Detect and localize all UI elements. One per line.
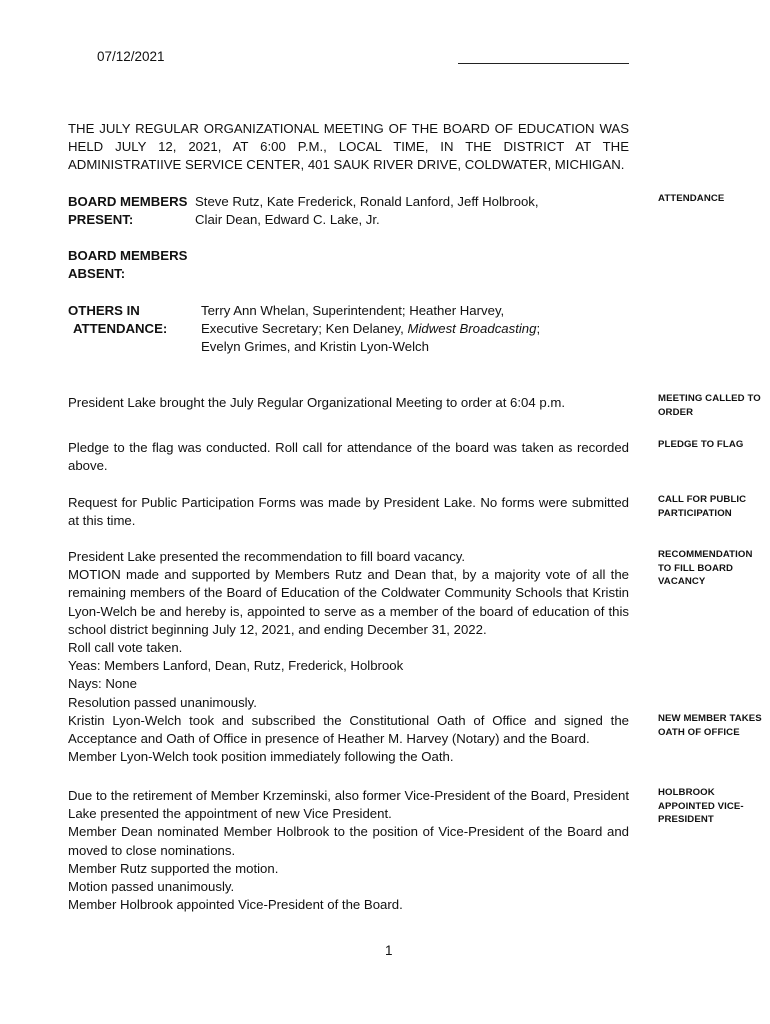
margin-note-vice-president: HOLBROOK APPOINTED VICE-PRESIDENT bbox=[658, 787, 744, 826]
absent-label-line-2: ABSENT: bbox=[68, 266, 126, 281]
margin-note-vacancy: RECOMMENDATION TO FILL BOARD VACANCY bbox=[658, 549, 753, 588]
public-participation-text: Request for Public Participation Forms was made by President Lake. No forms were submitted at this time. bbox=[68, 495, 629, 529]
meeting-intro: THE JULY REGULAR ORGANIZATIONAL MEETING OF THE BOARD OF EDUCATION WAS HELD JULY 12, 2021, AT 6:00 P.M., LOCAL TIME, IN THE DISTRICT AT THE ADMINISTRATIIVE SERVICE CENTER, 401 SAUK RIVER DRIVE, COLDWATER, MICHIGAN. bbox=[68, 121, 629, 173]
pledge-text: Pledge to the flag was conducted. Roll call for attendance of the board was taken as recorded above. bbox=[68, 440, 629, 474]
present-label-line-2: PRESENT: bbox=[68, 212, 134, 227]
vp-line-2: Member Dean nominated Member Holbrook to the position of Vice-President of the Board and moved to close nominations. bbox=[68, 824, 629, 858]
call-to-order-text: President Lake brought the July Regular Organizational Meeting to order at 6:04 p.m. bbox=[68, 395, 566, 410]
absent-label-line-1: BOARD MEMBERS bbox=[68, 248, 188, 263]
present-label-line-1: BOARD MEMBERS bbox=[68, 194, 188, 209]
signature-line bbox=[458, 62, 629, 64]
present-members-line-2: Clair Dean, Edward C. Lake, Jr. bbox=[195, 212, 380, 227]
vice-president-section bbox=[68, 787, 629, 914]
margin-note-public-participation: CALL FOR PUBLIC PARTICIPATION bbox=[658, 494, 747, 519]
others-label-line-2: ATTENDANCE: bbox=[73, 321, 168, 336]
vacancy-intro: President Lake presented the recommendation to fill board vacancy. bbox=[68, 549, 466, 564]
margin-note-attendance: ATTENDANCE bbox=[658, 193, 725, 204]
others-line-1: Terry Ann Whelan, Superintendent; Heather Harvey, bbox=[201, 303, 505, 318]
vacancy-result: Resolution passed unanimously. bbox=[68, 694, 257, 710]
vp-line-4: Motion passed unanimously. bbox=[68, 879, 235, 895]
meeting-date: 07/12/2021 bbox=[97, 49, 165, 64]
margin-note-pledge: PLEDGE TO FLAG bbox=[658, 439, 744, 450]
vacancy-yeas: Yeas: Members Lanford, Dean, Rutz, Frederick, Holbrook bbox=[68, 658, 404, 674]
vacancy-roll-call: Roll call vote taken. bbox=[68, 640, 183, 656]
page-number: 1 bbox=[385, 943, 393, 958]
margin-note-called-to-order: MEETING CALLED TO ORDER bbox=[658, 393, 761, 418]
vacancy-nays: Nays: None bbox=[68, 676, 137, 692]
others-line-2c: ; bbox=[536, 321, 541, 336]
vp-line-3: Member Rutz supported the motion. bbox=[68, 860, 279, 876]
others-label-line-1: OTHERS IN bbox=[68, 303, 140, 318]
oath-line-1: Kristin Lyon-Welch took and subscribed the Constitutional Oath of Office and signed the Acceptance and Oath of Office in presence of Heather M. Harvey (Notary) and the Board. bbox=[68, 712, 629, 747]
vacancy-section bbox=[68, 548, 629, 766]
others-line-3: Evelyn Grimes, and Kristin Lyon-Welch bbox=[201, 339, 429, 354]
vp-line-5: Member Holbrook appointed Vice-President of the Board. bbox=[68, 897, 403, 913]
others-line-2 bbox=[201, 320, 540, 338]
others-line-2a: Executive Secretary; Ken Delaney, bbox=[201, 321, 408, 336]
present-members-line-1: Steve Rutz, Kate Frederick, Ronald Lanford, Jeff Holbrook, bbox=[195, 194, 539, 209]
midwest-broadcasting: Midwest Broadcasting bbox=[407, 321, 537, 336]
oath-line-2: Member Lyon-Welch took position immediately following the Oath. bbox=[68, 749, 454, 765]
vacancy-motion: MOTION made and supported by Members Rutz and Dean that, by a majority vote of all the remaining members of the Board of Education of the Coldwater Community Schools that Kristin Lyon-Welch be and hereby is, appointed to serve as a member of the board of education of this school district beginning July 12, 2021, and ending December 31, 2022. bbox=[68, 567, 629, 637]
margin-note-oath: NEW MEMBER TAKES OATH OF OFFICE bbox=[658, 713, 762, 738]
vp-line-1: Due to the retirement of Member Krzeminski, also former Vice-President of the Board, President Lake presented the appointment of new Vice President. bbox=[68, 788, 629, 822]
